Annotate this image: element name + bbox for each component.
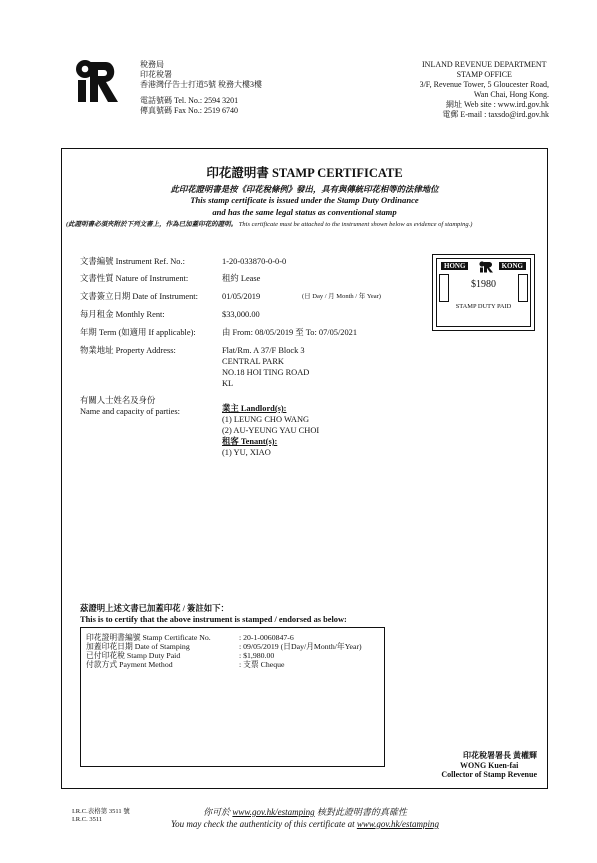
box-value: : 09/05/2019 (日Day/月Month/年Year) [239, 642, 362, 651]
estamping-link[interactable]: www.gov.hk/estamping [232, 807, 315, 817]
header-right-block [420, 60, 549, 120]
estamping-link[interactable]: www.gov.hk/estamping [356, 819, 440, 829]
field-label: 文書簽立日期 Date of Instrument: [80, 292, 198, 301]
field-label: 物業地址 Property Address: [80, 346, 176, 355]
header-right-line: Wan Chai, Hong Kong. [473, 90, 549, 99]
party-item: (2) AU-YEUNG YAU CHOI [222, 426, 320, 435]
form-number [72, 808, 130, 824]
box-label: 加蓋印花日期 Date of Stamping [86, 642, 190, 651]
certificate-subtitle-cn: 此印花證明書是按《印花稅條例》發出，具有與傳統印花相等的法律地位 [170, 185, 439, 194]
signature-name: WONG Kuen-fai [459, 760, 519, 770]
ird-logo-icon [74, 58, 120, 104]
certificate-subtitle-en: and has the same legal status as conventional stamp [212, 207, 397, 217]
landlord-heading: 業主 Landlord(s): [222, 404, 287, 413]
header-right-line: STAMP OFFICE [456, 70, 512, 79]
certificate-subtitle-en: This stamp certificate is issued under the Stamp Duty Ordinance [190, 195, 419, 205]
party-item: (1) YU, XIAO [222, 448, 271, 457]
address-line: KL [222, 379, 234, 388]
header-left-block [140, 60, 262, 116]
field-value: $33,000.00 [222, 310, 260, 319]
authenticity-cn-text: 核對此證明書的真確性 [314, 807, 407, 817]
box-label: 付款方式 Payment Method [86, 660, 173, 669]
ird-logo [74, 58, 120, 104]
header-left-line: 香港灣仔告士打道5號 稅務大樓3樓 [140, 80, 262, 89]
field-label [80, 395, 180, 417]
field-label: 年期 Term (如適用 If applicable): [80, 328, 196, 337]
field-value: 由 From: 08/05/2019 至 To: 07/05/2021 [222, 328, 358, 337]
field-value: 01/05/2019 [222, 292, 261, 301]
party-item: (1) LEUNG CHO WANG [222, 415, 310, 424]
certify-statement [80, 603, 347, 625]
box-value: : $1,980.00 [239, 651, 275, 660]
parties-label-en: Name and capacity of parties: [80, 407, 180, 416]
signature-line-cn: 印花稅署署長 黃權輝 [463, 751, 537, 760]
authenticity-en [145, 818, 465, 830]
address-line: CENTRAL PARK [222, 357, 284, 366]
stamp-certificate [61, 148, 548, 789]
header-web: 網址 Web site : www.ird.gov.hk [446, 100, 549, 109]
stamp-caption: STAMP DUTY PAID [455, 303, 512, 310]
box-label: 已付印花稅 Stamp Duty Paid [86, 651, 181, 660]
field-value: 租約 Lease [222, 274, 261, 283]
stamp-hong: HONG [441, 262, 468, 270]
date-format-hint: (日 Day / 月 Month / 年 Year) [302, 293, 381, 300]
certificate-title: 印花證明書 STAMP CERTIFICATE [206, 166, 403, 180]
parties-list [222, 403, 319, 458]
field-label: 每月租金 Monthly Rent: [80, 310, 165, 319]
header-tel: 電話號碼 Tel. No.: 2594 3201 [140, 96, 239, 105]
form-number-cn: I.R.C.表格第 3511 號 [72, 808, 130, 815]
address-lines [222, 345, 309, 389]
stamp-inner-frame [436, 258, 531, 327]
address-line: Flat/Rm. A 37/F Block 3 [222, 346, 305, 355]
certificate-note-en: This certificate must be attached to the instrument shown below as evidence of stamping.) [238, 221, 473, 228]
parties-label-cn: 有關人士姓名及身份 [80, 396, 156, 405]
address-line: NO.18 HOI TING ROAD [222, 368, 310, 377]
authenticity-en-text: You may check the authenticity of this certificate at [170, 819, 357, 829]
stamp-amount: $1980 [471, 279, 496, 290]
certificate-note [66, 221, 472, 229]
box-label: 印花證明書編號 Stamp Certificate No. [86, 633, 211, 642]
authenticity-cn [145, 806, 465, 818]
collector-signature [441, 751, 537, 780]
header-left-line: 稅務局 [140, 60, 164, 69]
tenant-heading: 租客 Tenant(s): [222, 437, 278, 446]
form-number-en: I.R.C. 3511 [72, 816, 103, 823]
field-label: 文書性質 Nature of Instrument: [80, 274, 189, 283]
certificate-note-cn: (此證明書必須夾附於下列文書上，作為已加蓋印花的證明。 [66, 221, 238, 228]
certify-en: This is to certify that the above instrument is stamped / endorsed as below: [80, 615, 347, 624]
authenticity-note [145, 806, 465, 830]
header-right-line: 3/F, Revenue Tower, 5 Gloucester Road, [419, 80, 549, 89]
signature-title: Collector of Stamp Revenue [441, 770, 537, 779]
box-value: : 20-1-0060847-6 [239, 633, 294, 642]
header-right-line: INLAND REVENUE DEPARTMENT [422, 60, 547, 69]
box-value: : 支票 Cheque [239, 660, 285, 669]
header-left-line: 印花稅署 [140, 70, 172, 79]
stamping-details-box [80, 627, 385, 767]
field-label: 文書編號 Instrument Ref. No.: [80, 257, 185, 266]
header-fax: 傳真號碼 Fax No.: 2519 6740 [140, 106, 238, 115]
field-value: 1-20-033870-0-0-0 [222, 257, 287, 266]
header-email: 電郵 E-mail : taxsdo@ird.gov.hk [442, 110, 549, 119]
stamp-duty-paid-stamp [432, 254, 535, 331]
authenticity-cn-text: 你可於 [203, 807, 233, 817]
stamp-kong: KONG [499, 262, 526, 270]
stamp-logo-icon [479, 260, 493, 278]
certify-cn: 茲證明上述文書已加蓋印花 / 簽註如下： [80, 604, 229, 613]
